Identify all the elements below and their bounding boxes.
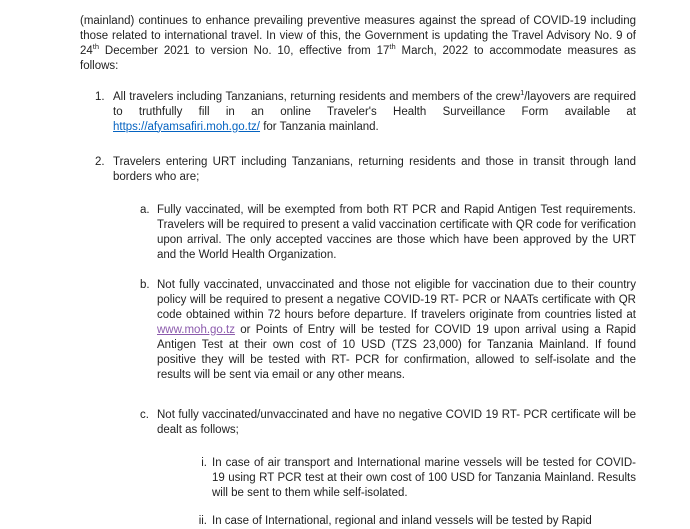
document-page	[0, 12, 690, 527]
intro-text-2: December 2021 to version No. 10, effective from 17	[99, 44, 390, 57]
sub-item-b-text	[157, 278, 636, 383]
list-item-2-marker: 2.	[95, 155, 105, 168]
ordinal-superscript: th	[389, 41, 396, 51]
sub-item-c-text: Not fully vaccinated/unvaccinated and have no negative COVID 19 RT- PCR certificate will be dealt as follows;	[157, 408, 636, 436]
ordinal-superscript: th	[92, 41, 100, 51]
item1-text-2: /layovers are required to truthfully fill in an online Traveler's Health Surveillance Form available at	[113, 90, 636, 118]
sub-item-i-marker: i.	[201, 456, 207, 469]
sub-item-ii	[193, 514, 636, 529]
list-item-1	[95, 87, 636, 135]
intro-text-3: March, 2022 to accommodate measures as follows:	[80, 44, 637, 72]
list-item-2-text: Travelers entering URT including Tanzanians, returning residents and those in transit through land borders who are;	[113, 155, 636, 183]
list-item-1-marker: 1.	[95, 90, 105, 103]
sub-item-ii-marker: ii.	[198, 514, 207, 527]
intro-text-1: (mainland) continues to enhance prevailing preventive measures against the spread of COVID-19 including those related to international travel. In view of this, the Government is updating the Travel Advisory No. 9 of 24	[80, 14, 636, 57]
sub-item-c	[140, 408, 636, 438]
sub-item-ii-text: In case of International, regional and inland vessels will be tested by Rapid	[212, 514, 592, 527]
sub-item-c-marker: c.	[140, 408, 149, 421]
afyamsafiri-link[interactable]: https://afyamsafiri.moh.go.tz/	[113, 120, 261, 133]
list-item-2	[95, 155, 636, 185]
sub-item-a-marker: a.	[140, 203, 150, 216]
sub-item-a-text: Fully vaccinated, will be exempted from both RT PCR and Rapid Antigen Test requirements. Travelers will be required to present a valid vaccination certificate with QR code for verification upon arrival. The only accepted vaccines are those which have been approved by the URT and the World Health Organization.	[157, 203, 636, 261]
sub-item-i-text: In case of air transport and International marine vessels will be tested for COVID-19 using RT PCR test at their own cost of 100 USD for Tanzania Mainland. Results will be sent to them while self-isolated.	[212, 456, 636, 499]
sub-item-i	[193, 456, 636, 501]
intro-paragraph	[80, 12, 636, 74]
footnote-superscript: 1	[520, 87, 525, 97]
sub-item-b-marker: b.	[140, 278, 150, 291]
item1-text-1: All travelers including Tanzanians, returning residents and members of the crew	[113, 90, 521, 103]
item1-text-3: for Tanzania mainland.	[260, 120, 379, 133]
list-item-1-text	[113, 87, 636, 135]
item-b-text-2: or Points of Entry will be tested for COVID 19 upon arrival using a Rapid Antigen Test at their own cost of 10 USD (TZS 23,000) for Tanzania Mainland. If found positive they will be tested with RT- PCR for confirmation, allowed to self-isolate and the results will be sent via email or any other means.	[157, 323, 636, 381]
moh-link[interactable]: www.moh.go.tz	[157, 323, 235, 336]
item-b-text-1: Not fully vaccinated, unvaccinated and those not eligible for vaccination due to their country policy will be required to present a negative COVID-19 RT- PCR or NAATs certificate with QR code obtained within 72 hours before departure. If travelers originate from countries listed at	[157, 278, 636, 321]
sub-item-b	[140, 278, 636, 383]
sub-item-a	[140, 203, 636, 263]
